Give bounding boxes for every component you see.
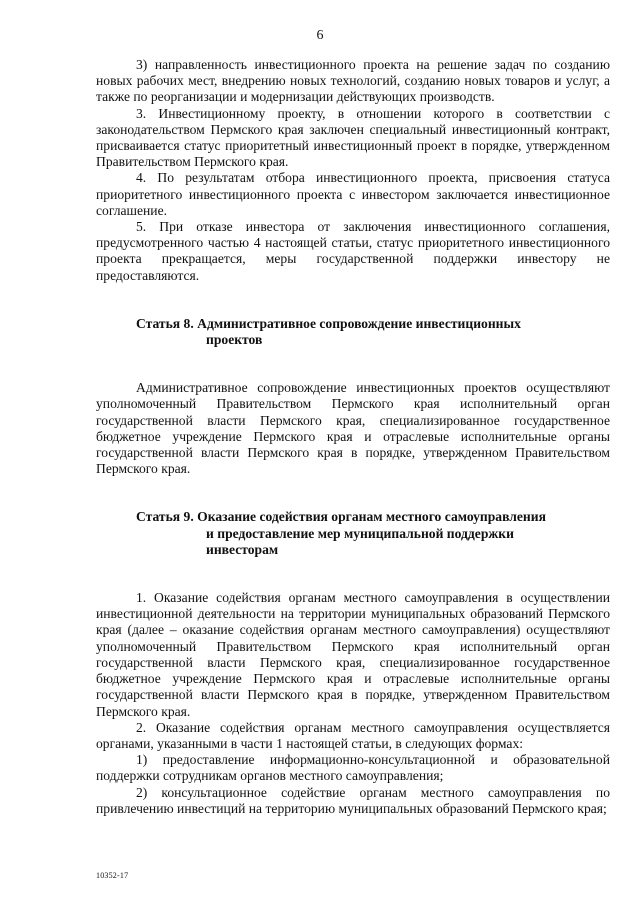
- paragraph: 3. Инвестиционному проекту, в отношении которого в соответствии с законодательством Пермского края заключен специальный инвестиционный контракт, присваивается статус приоритетный инвестиционный проект в порядке, утвержденном Правительством Пермского края.: [96, 105, 610, 170]
- page-number: 6: [316, 28, 324, 43]
- article-9-heading-line1: Статья 9. Оказание содействия органам местного самоуправления: [136, 509, 546, 525]
- document-body: [96, 57, 610, 817]
- article-9-heading-line2: и предоставление мер муниципальной поддержки: [206, 525, 514, 541]
- paragraph: 3) направленность инвестиционного проекта на решение задач по созданию новых рабочих мест, внедрению новых технологий, созданию новых товаров и услуг, а также по реорганизации и модернизации действующих производств.: [96, 57, 610, 105]
- paragraph: 4. По результатам отбора инвестиционного проекта, присвоения статуса приоритетного инвестиционного проекта с инвестором заключается инвестиционное соглашение.: [96, 170, 610, 218]
- article-8-heading-line2: проектов: [206, 332, 263, 348]
- article-9-paragraph: 1) предоставление информационно-консультационной и образовательной поддержки сотрудникам органов местного самоуправления;: [96, 752, 610, 784]
- article-9-heading-line3: инвесторам: [206, 541, 279, 557]
- article-8-heading-line1: Статья 8. Административное сопровождение инвестиционных: [136, 315, 521, 331]
- article-9-paragraph: 1. Оказание содействия органам местного самоуправления в осуществлении инвестиционной деятельности на территории муниципальных образований Пермского края (далее – оказание содействия органам местного самоуправления) осуществляют уполномоченный Правительством Пермского края исполнительный орган государственной власти Пермского края, специализированное государственное бюджетное учреждение Пермского края и отраслевые исполнительные органы государственной власти Пермского края в порядке, утвержденном Правительством Пермского края.: [96, 590, 610, 719]
- article-8-paragraph: Административное сопровождение инвестиционных проектов осуществляют уполномоченный Правительством Пермского края исполнительный орган государственной власти Пермского края, специализированное государственное бюджетное учреждение Пермского края и отраслевые исполнительные органы государственной власти Пермского края в порядке, утвержденном Правительством Пермского края.: [96, 380, 610, 477]
- article-9-paragraph: 2) консультационное содействие органам местного самоуправления по привлечению инвестиций на территорию муниципальных образований Пермского края;: [96, 784, 610, 816]
- document-code: 10352-17: [96, 871, 129, 880]
- paragraph: 5. При отказе инвестора от заключения инвестиционного соглашения, предусмотренного частью 4 настоящей статьи, статус приоритетного инвестиционного проекта прекращается, меры государственной поддержки инвестору не предоставляются.: [96, 219, 610, 283]
- article-9-heading: [96, 509, 610, 558]
- article-9-paragraph: 2. Оказание содействия органам местного самоуправления осуществляется органами, указанными в части 1 настоящей статьи, в следующих формах:: [96, 719, 610, 751]
- article-8-heading: [96, 316, 610, 348]
